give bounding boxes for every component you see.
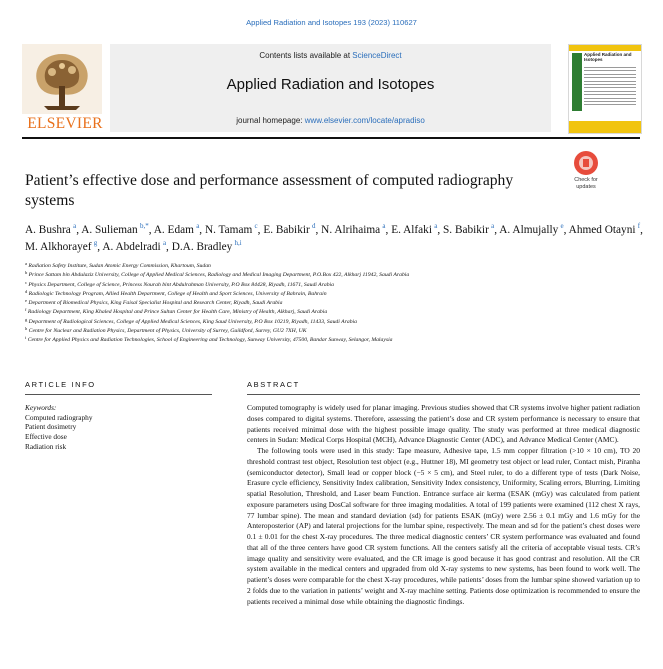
keyword-list: [25, 413, 210, 452]
author-separator: ,: [315, 224, 322, 236]
abstract-divider: [247, 394, 640, 395]
homepage-prefix: journal homepage:: [236, 116, 305, 125]
author-name[interactable]: E. Babikir: [263, 224, 310, 236]
author-affiliation-marker[interactable]: f: [637, 222, 641, 230]
author-name[interactable]: A. Bushra: [25, 224, 71, 236]
publisher-name[interactable]: ELSEVIER: [27, 115, 103, 132]
keywords-label: Keywords:: [25, 403, 57, 412]
author-separator: ,: [563, 224, 569, 236]
affiliation-key: b: [25, 270, 28, 276]
author-affiliation-marker[interactable]: a: [162, 239, 167, 247]
author-affiliation-marker[interactable]: c: [254, 222, 258, 230]
keyword-item[interactable]: Patient dosimetry: [25, 422, 77, 432]
author-name[interactable]: N. Tamam: [204, 224, 253, 236]
abstract-paragraph: The following tools were used in this study: Tape measure, Adhesive tape, 1.5 mm copper filtration (>10 × 10 cm), TO 20 threshold contrast test object, Resolution test object (e.g., Huttner 18), MI geometry test object or lead ruler, Contact mish, Piranha (semiconductor detector), Small lead or copper block (−5 × 5 cm), and Steel ruler, to do a different type of tests (Dark Noise, Erasure cycle efficiency, Sensitivity Index calibration, Sensitivity Index consistency, Uniformity, Scaling errors, Blurring, Limiting spatial Resolution, Threshold, and Laser beam Function. Entrance surface air kerma (ESAK (mGy) was calculated from patient exposure parameters using DosCal software for three imaging modalities. A total of 199 patients were examined (112 chest X rays, 77 lumbar spine). The mean and standard deviation (sd) for patients ESAK (mGy) were 2.56 ± 0.1 mGy and 1.6 mGy for the Anteroposterior (AP) and lateral projections for the lumbar spine, respectively. The mean and sd for the patient’s chest doses were 0.1 ± 0.01 for the chest X-ray procedures. The three medical diagnostic centers’ CR system performance was evaluated and found that all of the three centers have good CR system functions. All the centers satisfy all the criteria of acceptable visual tests. CR’s image quality and sensitivity were evaluated, and the CR image is good because it has good contrast and resolution. All the CR system available in the medical centers and upgraded from old X-ray systems to new systems, has been found to work well. The patient’s doses were comparable for the chest X-ray procedures, while patients’ doses from the lumbar spine showed variation up to 2 folds due to the variation in patients’ weight and X-ray machine setting. Patients dose optimization is recommended to ensure the patients received a minimal dose while obtaining the diagnostic findings.: [247, 446, 640, 606]
affiliation-text: Prince Sattam bin Abdulaziz University, College of Applied Medical Sciences, Radiology and Medical Imaging Department, P.O.Box 422, Alkharj 11942, Saudi Arabia: [28, 272, 410, 279]
journal-name[interactable]: Applied Radiation and Isotopes: [226, 76, 435, 93]
author-name[interactable]: D.A. Bradley: [171, 241, 233, 253]
author-affiliation-marker[interactable]: a: [491, 222, 495, 230]
author-name[interactable]: E. Alfaki: [391, 224, 432, 236]
affiliation-key: g: [25, 316, 28, 322]
keyword-item[interactable]: Radiation risk: [25, 441, 67, 451]
author-separator: ,: [385, 224, 392, 236]
author-name[interactable]: N. Alrihaima: [321, 224, 381, 236]
author-separator: ,: [76, 224, 82, 236]
author-name[interactable]: S. Babikir: [443, 224, 489, 236]
author-affiliation-marker[interactable]: d: [312, 222, 316, 230]
author-affiliation-marker[interactable]: a: [196, 222, 200, 230]
journal-cover-thumbnail[interactable]: [568, 44, 642, 134]
author-affiliation-marker[interactable]: a: [382, 222, 386, 230]
affiliation-item: [25, 271, 645, 280]
sciencedirect-link[interactable]: ScienceDirect: [352, 51, 402, 60]
author-separator: ,: [166, 241, 172, 253]
author-separator: ,: [640, 224, 643, 236]
affiliation-item: [25, 336, 645, 345]
journal-homepage-link[interactable]: www.elsevier.com/locate/apradiso: [304, 116, 425, 125]
author-affiliation-marker[interactable]: a: [73, 222, 77, 230]
author-name[interactable]: A. Edam: [153, 224, 194, 236]
affiliation-text: Centre for Applied Physics and Radiation Technologies, School of Engineering and Technology, Sunway University, 47500, Bandar Sunway, Selangor, Malaysia: [27, 337, 393, 344]
affiliation-key: c: [25, 279, 27, 285]
cover-title: Applied Radiation and Isotopes: [584, 52, 632, 62]
affiliation-text: Centre for Nuclear and Radiation Physics, Department of Physics, University of Surrey, Guildford, Surrey, GU2 7XH, UK: [28, 328, 307, 335]
journal-masthead: [110, 44, 551, 132]
author-name[interactable]: A. Almujally: [499, 224, 559, 236]
author-separator: ,: [148, 224, 154, 236]
author-affiliation-marker[interactable]: g: [93, 239, 98, 247]
affiliation-item: [25, 327, 645, 336]
author-separator: ,: [257, 224, 264, 236]
author-separator: ,: [199, 224, 205, 236]
affiliation-item: [25, 290, 645, 299]
affiliation-text: Physics Department, College of Science, Princess Nourah bint Abdulrahman University, P.O Box 84428, Riyadh, 11671, Saudi Arabia: [28, 281, 334, 288]
affiliation-text: Radiologic Technology Program, Allied Health Department, College of Health and Sport Sciences, University of Bahrain, Bahrain: [28, 290, 327, 297]
author-affiliation-marker[interactable]: b,*: [139, 222, 149, 230]
article-info-heading: ARTICLE INFO: [25, 380, 96, 389]
author-name[interactable]: A. Abdelradi: [102, 241, 161, 253]
affiliation-item: [25, 299, 645, 308]
article-title: Patient’s effective dose and performance assessment of computed radiography systems: [25, 172, 514, 209]
cover-bottom-band: [569, 121, 641, 133]
author-name[interactable]: Ahmed Otayni: [568, 224, 636, 236]
affiliation-key: e: [25, 298, 27, 304]
keywords-block: [25, 403, 210, 452]
abstract-body: [247, 403, 640, 607]
affiliation-item: [25, 262, 645, 271]
check-for-updates-button[interactable]: [568, 151, 604, 189]
journal-citation[interactable]: Applied Radiation and Isotopes 193 (2023) 110627: [246, 18, 417, 27]
affiliation-text: Radiation Safety Institute, Sudan Atomic Energy Commission, Khartoum, Sudan: [28, 263, 211, 269]
contents-line: [110, 51, 551, 60]
cover-text-lines: [584, 67, 636, 108]
affiliation-item: [25, 318, 645, 327]
author-name[interactable]: M. Alkhorayef: [25, 241, 92, 253]
abstract-paragraph: Computed tomography is widely used for planar imaging. Previous studies showed that CR systems involve higher patient radiation doses compared to digital systems. Therefore, assessing the patient’s dose and CR system performance is necessary to ensure that patients received minimal dose with the highest possible image quality. The study was performed at three medical diagnostic centers in Sudan: Medical Corps Hospital (MCH), Advance Diagnostic Center (ADC), and Advance Medical Center (AMC).: [247, 403, 640, 445]
affiliation-item: [25, 281, 645, 290]
abstract-heading: ABSTRACT: [247, 380, 300, 389]
cover-side-band: [572, 53, 582, 111]
author-list: [25, 222, 645, 256]
affiliation-key: f: [25, 307, 27, 313]
author-affiliation-marker[interactable]: a: [434, 222, 438, 230]
affiliation-text: Radiology Department, King Khaled Hospital and Prince Sultan Center for Health Care, Ministry of Health, Alkharj, Saudi Arabia: [27, 309, 328, 316]
cover-top-band: [569, 45, 641, 51]
author-separator: ,: [494, 224, 500, 236]
author-separator: ,: [437, 224, 444, 236]
homepage-line: [110, 116, 551, 125]
author-affiliation-marker[interactable]: e: [560, 222, 564, 230]
masthead-divider: [22, 137, 640, 139]
check-updates-label: Check for updates: [574, 177, 598, 190]
author-separator: ,: [97, 241, 103, 253]
affiliation-key: a: [25, 261, 27, 266]
affiliation-list: [25, 262, 645, 346]
affiliation-key: i: [25, 335, 27, 341]
keyword-item[interactable]: Effective dose: [25, 432, 67, 442]
affiliation-text: Department of Radiological Sciences, College of Applied Medical Sciences, King Saud University, P.O Box 10219, Riyadh, 11433, Saudi Arabia: [28, 318, 357, 325]
affiliation-key: h: [25, 326, 28, 332]
check-updates-icon: [574, 151, 598, 175]
affiliation-item: [25, 308, 645, 317]
contents-prefix: Contents lists available at: [259, 51, 353, 60]
article-info-divider: [25, 394, 212, 395]
affiliation-text: Department of Biomedical Physics, King Faisal Specialist Hospital and Research Center, Riyadh, Saudi Arabia: [28, 300, 283, 307]
keyword-item[interactable]: Computed radiography: [25, 412, 93, 422]
author-affiliation-marker[interactable]: h,i: [234, 239, 242, 247]
affiliation-key: d: [25, 288, 28, 294]
author-name[interactable]: A. Sulieman: [81, 224, 138, 236]
